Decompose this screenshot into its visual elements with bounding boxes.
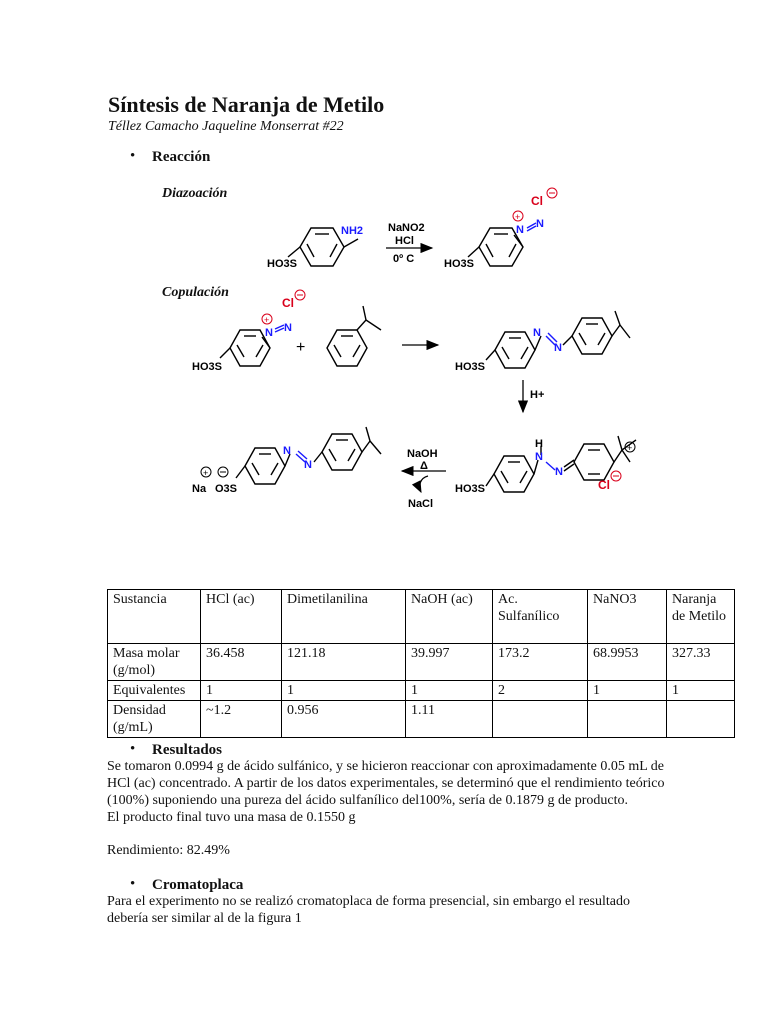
page-title: Síntesis de Naranja de Metilo — [108, 92, 385, 117]
chloride-label: Cl — [282, 296, 294, 310]
nitrogen-label: N — [516, 224, 524, 236]
byproduct-arrow — [420, 476, 428, 492]
azo-product-molecule — [486, 311, 630, 368]
table-cell: 1 — [201, 681, 282, 701]
table-row — [108, 701, 735, 738]
diazonium-salt-molecule — [468, 223, 536, 266]
yield-line: Rendimiento: 82.49% — [107, 843, 230, 858]
table-cell: 36.458 — [201, 644, 282, 681]
table-cell: 121.18 — [282, 644, 406, 681]
nitrogen-label: N — [284, 322, 292, 334]
row-label-cell: Equivalentes — [108, 681, 201, 701]
table-cell: 1 — [406, 681, 493, 701]
plus-charge-label: + — [203, 468, 209, 478]
table-cell — [493, 701, 588, 738]
table-cell: 1 — [667, 681, 735, 701]
coupling-label: Copulación — [162, 285, 229, 300]
nano2-label: NaNO2 — [388, 222, 425, 234]
table-row — [108, 681, 735, 701]
ho3s-label: HO3S — [444, 258, 474, 270]
table-cell — [667, 701, 735, 738]
paragraph-line: Se tomaron 0.0994 g de ácido sulfánico, y se hicieron reaccionar con aproximadamente 0.05 mL de — [107, 759, 664, 774]
tlc-paragraph — [107, 893, 667, 927]
table-row — [108, 644, 735, 681]
section-heading: Reacción — [152, 149, 211, 165]
delta-label: Δ — [420, 460, 428, 472]
o3s-label: O3S — [215, 483, 238, 495]
nitrogen-label: N — [533, 327, 541, 339]
row-label-cell: Densidad (g/mL) — [108, 701, 201, 738]
diazonium-salt-molecule — [220, 325, 284, 366]
methyl-orange-molecule — [236, 427, 381, 484]
reagents-table — [107, 589, 735, 738]
paragraph-line: (100%) suponiendo una pureza del ácido sulfanílico del100%, sería de 0.1879 g de producto. — [107, 793, 628, 808]
table-header-cell: NaOH (ac) — [406, 590, 493, 644]
table-cell: 1.11 — [406, 701, 493, 738]
temperature-label: 0º C — [393, 253, 415, 265]
chloride-label: Cl — [598, 478, 610, 492]
table-cell: 173.2 — [493, 644, 588, 681]
table-header-cell: Naranja de Metilo — [667, 590, 735, 644]
nitrogen-label: N — [554, 342, 562, 354]
protonated-intermediate-molecule — [486, 436, 636, 492]
nitrogen-label: N — [555, 466, 563, 478]
results-paragraph — [107, 758, 667, 826]
nacl-label: NaCl — [408, 498, 434, 510]
table-cell: 39.997 — [406, 644, 493, 681]
section-heading: Cromatoplaca — [152, 877, 244, 893]
section-tlc — [130, 876, 244, 894]
plus-charge-label: + — [627, 443, 633, 453]
sodium-label: Na — [192, 483, 207, 495]
bullet-icon: • — [130, 148, 136, 164]
diazotization-label: Diazoación — [162, 186, 228, 201]
table-header-cell: Ac. Sulfanílico — [493, 590, 588, 644]
chloride-label: Cl — [531, 194, 543, 208]
nitrogen-label: N — [265, 327, 273, 339]
plus-sign: + — [296, 339, 306, 356]
bullet-icon: • — [130, 876, 136, 892]
hydrogen-label: H — [535, 438, 543, 450]
bullet-icon: • — [130, 741, 136, 757]
table-cell: 0.956 — [282, 701, 406, 738]
nh2-label: NH2 — [341, 225, 364, 237]
table-header-cell: HCl (ac) — [201, 590, 282, 644]
table-cell — [588, 701, 667, 738]
ho3s-label: HO3S — [192, 361, 222, 373]
hcl-label: HCl — [395, 235, 414, 247]
table-header-cell: NaNO3 — [588, 590, 667, 644]
author-line: Téllez Camacho Jaqueline Monserrat #22 — [108, 119, 344, 134]
table-cell: 1 — [588, 681, 667, 701]
ho3s-label: HO3S — [455, 483, 485, 495]
table-cell: 68.9953 — [588, 644, 667, 681]
plus-charge-label: + — [264, 315, 270, 325]
table-cell: 1 — [282, 681, 406, 701]
paragraph-line: Para el experimento no se realizó cromatoplaca de forma presencial, sin embargo el resultado — [107, 894, 630, 909]
dimethylaniline-molecule — [327, 306, 381, 366]
nitrogen-label: N — [536, 218, 544, 230]
nitrogen-label: N — [535, 451, 543, 463]
table-header-row — [108, 590, 735, 644]
acid-label: H+ — [530, 389, 545, 401]
table-header-cell: Sustancia — [108, 590, 201, 644]
ho3s-label: HO3S — [455, 361, 485, 373]
row-label-cell: Masa molar (g/mol) — [108, 644, 201, 681]
paragraph-line: El producto final tuvo una masa de 0.1550 g — [107, 810, 356, 825]
nitrogen-label: N — [304, 459, 312, 471]
nitrogen-label: N — [283, 445, 291, 457]
table-cell: 2 — [493, 681, 588, 701]
table-cell: 327.33 — [667, 644, 735, 681]
table-cell: ~1.2 — [201, 701, 282, 738]
plus-charge-label: + — [515, 212, 521, 222]
ho3s-label: HO3S — [267, 258, 297, 270]
table-header-cell: Dimetilanilina — [282, 590, 406, 644]
paragraph-line: HCl (ac) concentrado. A partir de los datos experimentales, se determinó que el rendimiento teórico — [107, 776, 665, 791]
section-heading: Resultados — [152, 742, 223, 758]
section-results — [130, 741, 223, 759]
naoh-label: NaOH — [407, 448, 438, 460]
paragraph-line: debería ser similar al de la figura 1 — [107, 911, 302, 926]
